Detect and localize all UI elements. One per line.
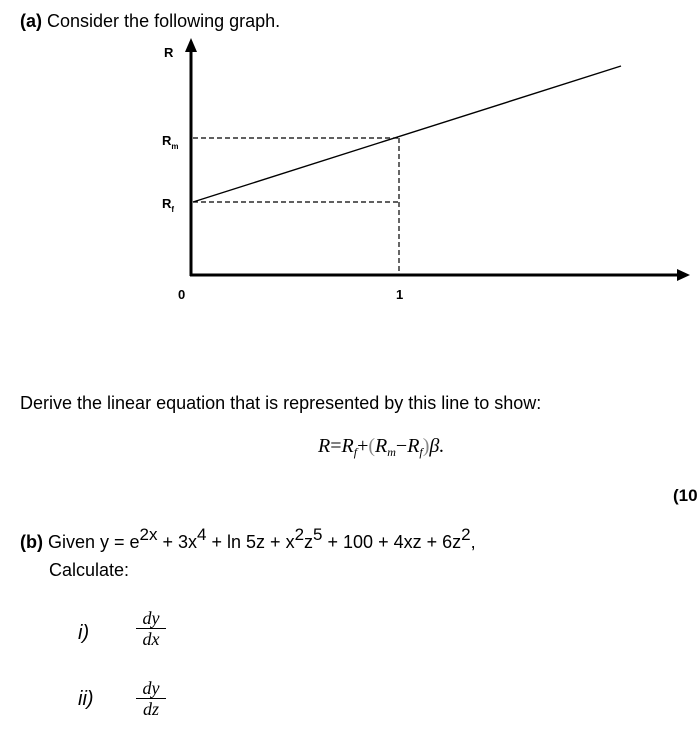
tick-label-x1: 1 — [396, 287, 404, 302]
rm-sub: m — [171, 142, 179, 151]
graph — [0, 0, 694, 320]
part-b-given — [20, 525, 476, 553]
x-axis-arrow — [677, 269, 690, 281]
linear-equation — [318, 435, 444, 460]
term-ln: + ln 5z + x — [206, 532, 295, 552]
instruction-text: Derive the linear equation that is represented by this line to show: — [20, 393, 542, 413]
series-line-r — [193, 66, 621, 202]
given-text: Given y = e — [48, 532, 140, 552]
x-exponent: 4 — [197, 525, 207, 544]
term-100: + 100 + 4xz + 6z — [322, 532, 462, 552]
derivative-dy-dz — [136, 679, 166, 719]
marks-label: (10 — [673, 486, 698, 505]
x2-exponent: 2 — [294, 525, 305, 544]
eq-f1: f — [353, 445, 358, 459]
eq-equals: = — [330, 435, 342, 457]
rf-sub: f — [171, 205, 175, 214]
dy-dz-denominator: dz — [142, 699, 159, 719]
item-ii-numeral: ii) — [78, 688, 94, 710]
eq-r: R — [318, 435, 331, 457]
tick-label-rm — [162, 133, 179, 151]
eq-r1: R — [341, 435, 354, 457]
eq-r2: R — [375, 435, 388, 457]
eq-m: m — [387, 445, 396, 459]
term-3x: + 3x — [157, 532, 198, 552]
z2-exponent: 2 — [461, 525, 471, 544]
eq-f2: f — [419, 445, 423, 459]
z5-exponent: 5 — [313, 525, 323, 544]
dy-dx-numerator: dy — [136, 609, 166, 629]
e-exponent: 2x — [139, 525, 158, 544]
eq-r3: R — [407, 435, 420, 457]
dy-dx-denominator: dx — [142, 629, 160, 649]
tick-label-rf — [162, 196, 174, 214]
dy-dz-numerator: dy — [136, 679, 166, 699]
eq-minus: − — [395, 435, 408, 457]
y-axis-arrow — [185, 38, 197, 52]
eq-lparen: ( — [368, 435, 376, 457]
tick-label-origin: 0 — [178, 287, 186, 302]
eq-rparen: ) — [422, 435, 430, 457]
y-axis-label: R — [164, 45, 174, 60]
item-i-numeral: i) — [78, 622, 90, 644]
part-a-text: Consider the following graph. — [47, 11, 281, 31]
term-z: z — [304, 532, 314, 552]
part-a-label: (a) — [20, 11, 42, 31]
derivative-dy-dx — [136, 609, 166, 649]
part-b-label: (b) — [20, 532, 43, 552]
calculate-text: Calculate: — [49, 560, 130, 580]
eq-plus: + — [357, 435, 369, 457]
eq-beta: β. — [429, 435, 445, 457]
rf-main: R — [162, 196, 172, 211]
rm-main: R — [162, 133, 172, 148]
term-comma: , — [470, 532, 476, 552]
